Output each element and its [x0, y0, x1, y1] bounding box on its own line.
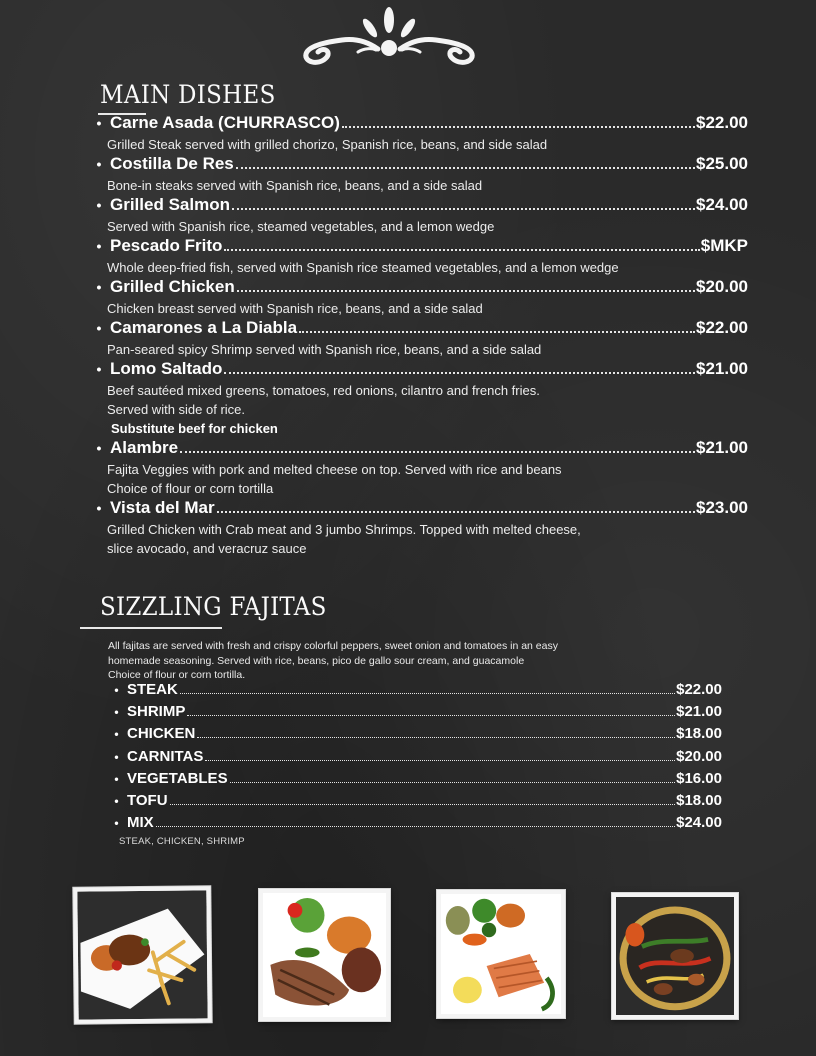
menu-item-price: $22.00 — [696, 113, 748, 132]
fajitas-list — [106, 681, 722, 836]
menu-item-name: Vista del Mar — [110, 498, 215, 517]
menu-item-line — [88, 318, 748, 340]
dotted-leader — [230, 782, 676, 783]
menu-item-price: $25.00 — [696, 154, 748, 173]
dotted-leader — [217, 511, 695, 513]
dotted-leader — [224, 372, 695, 374]
menu-item-price: $23.00 — [696, 498, 748, 517]
fajita-item-name: SHRIMP — [127, 703, 186, 721]
fajita-item-price: $21.00 — [676, 703, 722, 721]
bullet-icon: • — [96, 320, 102, 336]
dotted-leader — [236, 167, 695, 169]
photo-costilla-de-res — [259, 889, 390, 1021]
menu-item-price: $22.00 — [696, 318, 748, 337]
dotted-leader — [342, 126, 695, 128]
menu-item — [88, 236, 748, 277]
dotted-leader — [180, 451, 695, 453]
menu-item — [88, 154, 748, 195]
menu-item-line — [88, 277, 748, 299]
bullet-icon: • — [96, 361, 102, 377]
menu-item — [88, 359, 748, 438]
dotted-leader — [224, 249, 699, 251]
photo-lomo-saltado — [73, 886, 211, 1023]
decorative-scroll-ornament-icon — [298, 2, 480, 70]
main-dishes-heading: MAIN DISHES — [100, 80, 276, 109]
menu-item — [88, 438, 748, 498]
bullet-icon: • — [114, 816, 119, 831]
dotted-leader — [232, 208, 695, 210]
menu-item-line — [88, 195, 748, 217]
bullet-icon: • — [114, 793, 119, 808]
dotted-leader — [197, 737, 675, 738]
fajitas-intro-line: Choice of flour or corn tortilla. — [108, 669, 246, 681]
menu-item-name: Lomo Saltado — [110, 359, 223, 378]
bullet-icon: • — [96, 156, 102, 172]
menu-item — [88, 498, 748, 558]
fajita-item-price: $18.00 — [676, 791, 722, 809]
bullet-icon: • — [96, 238, 102, 254]
fajita-item — [106, 725, 722, 747]
menu-item-description: Grilled Chicken with Crab meat and 3 jumbo Shrimps. Topped with melted cheese, — [107, 522, 581, 537]
menu-item-description: slice avocado, and veracruz sauce — [107, 541, 307, 556]
menu-item-description: Fajita Veggies with pork and melted cheese on top. Served with rice and beans — [107, 462, 562, 477]
menu-item-description: Grilled Steak served with grilled chorizo, Spanish rice, beans, and side salad — [107, 137, 548, 152]
menu-item-price: $24.00 — [696, 195, 748, 214]
menu-item-line — [88, 154, 748, 176]
sizzling-fajitas-heading: SIZZLING FAJITAS — [100, 592, 327, 621]
bullet-icon: • — [96, 440, 102, 456]
menu-item — [88, 318, 748, 359]
bullet-icon: • — [96, 500, 102, 516]
fajita-item-price: $20.00 — [676, 747, 722, 765]
bullet-icon: • — [96, 115, 102, 131]
fajita-item-price: $24.00 — [676, 814, 722, 832]
bullet-icon: • — [114, 749, 119, 764]
menu-item-name: Costilla De Res — [110, 154, 234, 173]
fajitas-intro-line: homemade seasoning. Served with rice, beans, pico de gallo sour cream, and guacamole — [108, 654, 525, 667]
menu-item-description: Choice of flour or corn tortilla — [107, 481, 274, 496]
dotted-leader — [299, 331, 695, 333]
menu-item-line — [88, 438, 748, 460]
menu-item — [88, 277, 748, 318]
menu-item — [88, 195, 748, 236]
bullet-icon: • — [114, 771, 119, 786]
menu-item-price: $21.00 — [696, 438, 748, 457]
menu-item-description: Whole deep-fried fish, served with Spanish rice steamed vegetables, and a lemon wedge — [107, 260, 619, 275]
fajita-item-name: STEAK — [127, 681, 178, 698]
menu-item — [88, 113, 748, 154]
fajita-item — [106, 814, 722, 836]
fajita-item-price: $18.00 — [676, 725, 722, 743]
fajita-item — [106, 681, 722, 703]
fajita-item-name: CHICKEN — [127, 725, 196, 743]
menu-item-description: Served with Spanish rice, steamed vegetables, and a lemon wedge — [107, 219, 495, 234]
menu-item-description: Beef sautéed mixed greens, tomatoes, red onions, cilantro and french fries. — [107, 383, 540, 398]
menu-item-line — [88, 113, 748, 135]
fajita-item-price: $16.00 — [676, 769, 722, 787]
menu-item-name: Alambre — [110, 438, 179, 457]
menu-item-name: Carne Asada (CHURRASCO) — [110, 113, 340, 132]
dotted-leader — [180, 693, 675, 694]
menu-item-price: $21.00 — [696, 359, 748, 378]
menu-item-name: Pescado Frito — [110, 236, 223, 255]
fajita-item-price: $22.00 — [676, 681, 722, 698]
photo-grilled-salmon — [437, 890, 565, 1018]
heading-underline — [80, 627, 222, 629]
menu-item-description: Pan-seared spicy Shrimp served with Spanish rice, beans, and a side salad — [107, 342, 542, 357]
menu-item-description: Bone-in steaks served with Spanish rice, beans, and a side salad — [107, 178, 483, 193]
menu-item-description: Served with side of rice. — [107, 402, 246, 417]
menu-item-name: Grilled Salmon — [110, 195, 230, 214]
fajitas-intro-line: All fajitas are served with fresh and crispy colorful peppers, sweet onion and tomatoes in an easy — [108, 640, 558, 652]
menu-item-price: $20.00 — [696, 277, 748, 296]
bullet-icon: • — [114, 683, 119, 697]
bullet-icon: • — [96, 279, 102, 295]
dotted-leader — [205, 760, 675, 761]
dotted-leader — [237, 290, 695, 292]
fajita-item — [106, 770, 722, 792]
fajita-item-name: VEGETABLES — [127, 769, 228, 787]
fajitas-intro — [108, 639, 668, 683]
fajita-item — [106, 703, 722, 725]
fajita-item-name: MIX — [127, 814, 154, 832]
fajita-item — [106, 792, 722, 814]
menu-item-name: Camarones a La Diabla — [110, 318, 298, 337]
dotted-leader — [187, 715, 675, 716]
menu-item-note: Substitute beef for chicken — [111, 421, 278, 436]
fajita-item-name: TOFU — [127, 791, 168, 809]
photo-fajitas-skillet — [612, 893, 738, 1019]
bullet-icon: • — [114, 705, 119, 720]
mix-note: STEAK, CHICKEN, SHRIMP — [119, 836, 245, 847]
fajita-item-name: CARNITAS — [127, 747, 204, 765]
fajita-item — [106, 748, 722, 770]
bullet-icon: • — [114, 727, 119, 742]
menu-item-name: Grilled Chicken — [110, 277, 235, 296]
menu-item-line — [88, 359, 748, 381]
menu-item-line — [88, 498, 748, 520]
dotted-leader — [156, 826, 675, 827]
main-dishes-list — [88, 113, 748, 558]
bullet-icon: • — [96, 197, 102, 213]
menu-item-description: Chicken breast served with Spanish rice, beans, and a side salad — [107, 301, 483, 316]
menu-item-price: $MKP — [700, 236, 748, 255]
dotted-leader — [170, 804, 676, 805]
menu-item-line — [88, 236, 748, 258]
